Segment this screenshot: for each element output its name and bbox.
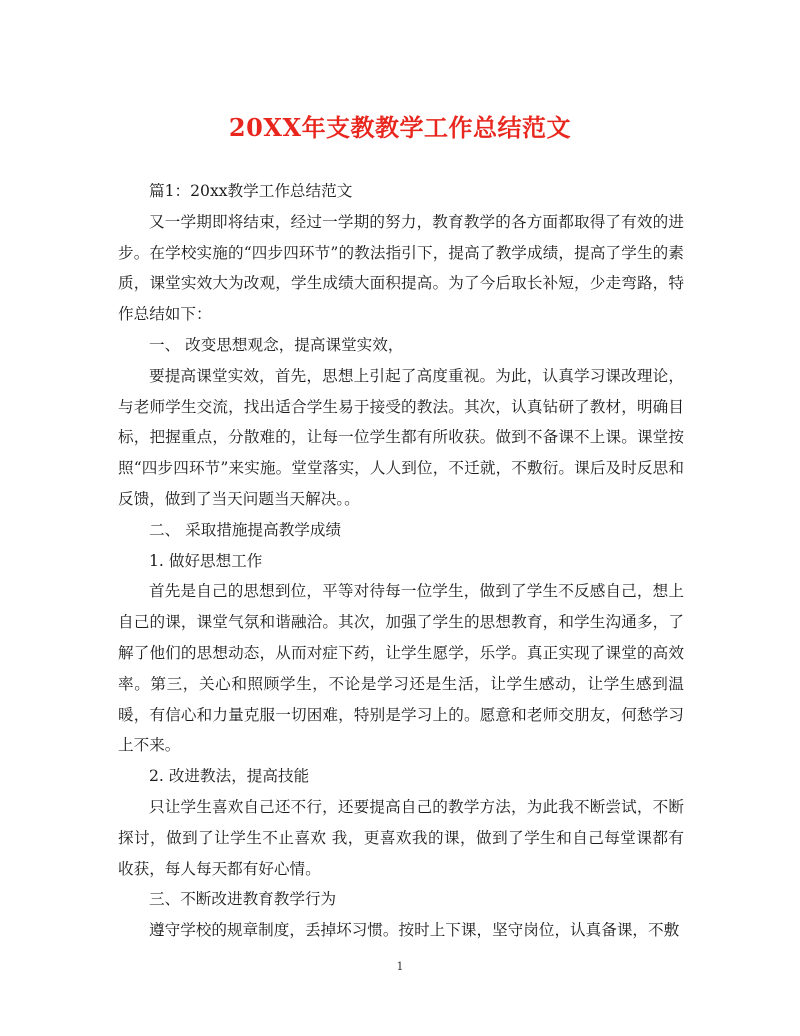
paragraph: 又一学期即将结束，经过一学期的努力，教育教学的各方面都取得了有效的进步。在学校实施的“四步四环节”的教法指引下，提高了教学成绩，提高了学生的素质，课堂实效大为改观，学生成绩大面积提高。为了今后取长补短，少走弯路，特作总结如下：	[118, 212, 684, 324]
paragraph: 篇1：20xx教学工作总结范文	[149, 182, 353, 200]
document-body	[118, 176, 684, 946]
paragraph: 1. 做好思想工作	[149, 551, 263, 570]
paragraph: 只让学生喜欢自己还不行，还要提高自己的教学方法，为此我不断尝试，不断探讨，做到了让学生不止喜欢 我，更喜欢我的课，做到了学生和自己每堂课都有收获，每人每天都有好心情。	[118, 797, 684, 878]
document-title: 20XX年支教教学工作总结范文	[228, 113, 572, 142]
paragraph: 首先是自己的思想到位，平等对待每一位学生，做到了学生不反感自己，想上自己的课，课堂气氛和谐融洽。其次，加强了学生的思想教育，和学生沟通多，了解了他们的思想动态，从而对症下药，让学生愿学，乐学。真正实现了课堂的高效率。第三，关心和照顾学生，不论是学习还是生活，让学生感动，让学生感到温暖，有信心和力量克服一切困难，特别是学习上的。愿意和老师交朋友，何愁学习上不来。	[118, 582, 684, 755]
page-number: 1	[396, 960, 404, 973]
paragraph: 一、 改变思想观念，提高课堂实效，	[149, 335, 404, 354]
paragraph: 三、不断改进教育教学行为	[149, 890, 337, 909]
paragraph: 2. 改进教法，提高技能	[149, 767, 310, 786]
paragraph: 遵守学校的规章制度，丢掉坏习惯。按时上下课，坚守岗位，认真备课，不敷	[149, 921, 680, 940]
paragraph: 要提高课堂实效，首先，思想上引起了高度重视。为此，认真学习课改理论，与老师学生交流，找出适合学生易于接受的教法。其次，认真钻研了教材，明确目标，把握重点，分散难的，让每一位学生都有所收获。做到不备课不上课。课堂按照“四步四环节”来实施。堂堂落实，人人到位，不迁就，不敷衍。课后及时反思和反馈，做到了当天问题当天解决。。	[118, 366, 684, 508]
paragraph: 二、 采取措施提高教学成绩	[149, 520, 342, 539]
